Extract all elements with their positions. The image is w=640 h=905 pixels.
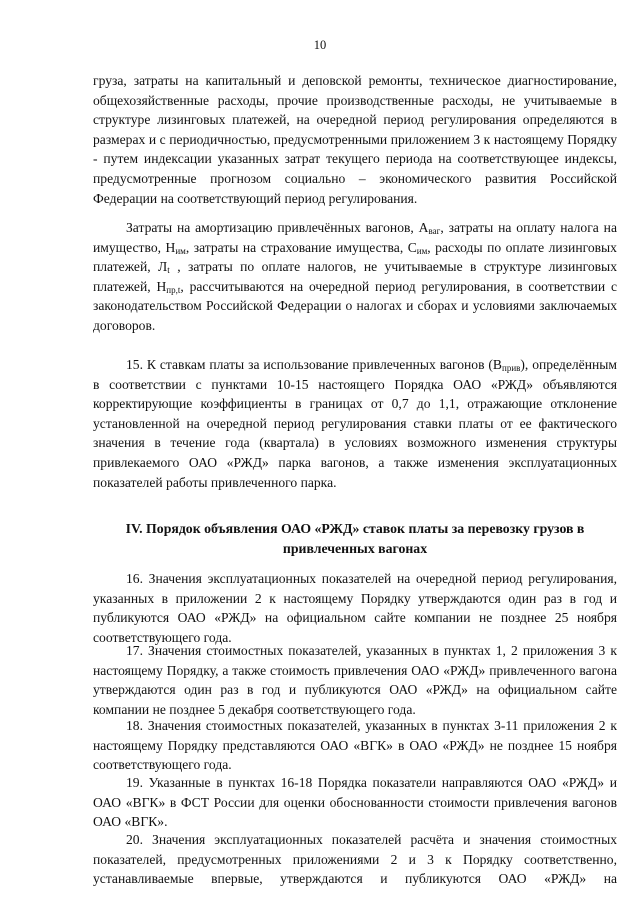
subscript: им bbox=[416, 245, 428, 256]
paragraph-item-19: 19. Указанные в пунктах 16-18 Порядка показатели направляются ОАО «РЖД» и ОАО «ВГК» в ФСТ России для оценки обоснованности стоимости привлечения вагонов ОАО «ВГК». bbox=[93, 775, 617, 830]
text-fragment: , рассчитываются на очередной период регулирования, в соответствии с законодательством Российской Федерации о налогах и сборах и условиями заключаемых договоров. bbox=[93, 278, 617, 333]
paragraph-item-16: 16. Значения эксплуатационных показателей на очередной период регулирования, указанных в приложении 2 к настоящему Порядку утверждаются один раз в год и публикуются ОАО «РЖД» на официальном сайте компании не позднее 25 ноября соответствующего года. bbox=[93, 571, 617, 645]
subscript: им bbox=[175, 245, 186, 256]
text-fragment: 15. К ставкам платы за использование привлеченных вагонов (В bbox=[126, 357, 502, 372]
text-fragment: , расходы по оплате лизинговых платежей, Л bbox=[93, 239, 617, 275]
paragraph-item-20: 20. Значения эксплуатационных показателей расчёта и значения стоимостных показателей, предусмотренных приложениями 2 и 3 к Порядку соответственно, устанавливаемые впервые, утверждаются и публикуются ОАО «РЖД» на bbox=[93, 832, 617, 887]
text-fragment: Затраты на амортизацию привлечённых вагонов, А bbox=[126, 220, 429, 235]
subscript: t bbox=[167, 265, 170, 276]
text-fragment: , затраты на оплату налога на имущество, Н bbox=[93, 220, 617, 255]
text-fragment: ), определённым в соответствии с пунктами 10-15 настоящего Порядка ОАО «РЖД» объявляются корректирующие коэффициенты в границах от 0,7 до 1,1, отражающие отклонение установленной на очередной период регулирования ставки платы от ее фактического значения в течение года (квартала) в условиях возможного изменения структуры привлекаемого ОАО «РЖД» парка вагонов, а также изменения эксплуатационных показателей работы привлеченного парка. bbox=[93, 357, 617, 490]
paragraph-item-17: 17. Значения стоимостных показателей, указанных в пунктах 1, 2 приложения 3 к настоящему Порядку, а также стоимость привлечения ОАО «РЖД» привлеченного вагона утверждаются один раз в год и публикуются ОАО «РЖД» на официальном сайте компании не позднее 5 декабря соответствующего года. bbox=[93, 643, 617, 717]
paragraph-depreciation-costs bbox=[93, 218, 617, 336]
subscript: прив bbox=[502, 363, 521, 373]
paragraph-costs-continuation: груза, затраты на капитальный и деповской ремонты, техническое диагностирование, общехозяйственные расходы, прочие производственные расходы, не учитываемые в структуре лизинговых платежей, на очередной период регулирования определяются в размерах и с периодичностью, предусмотренными приложением 3 к настоящему Порядку - путем индексации указанных затрат текущего периода на соответствующее индексы, предусмотренные прогнозом социально – экономического развития Российской Федерации на соответствующий период регулирования. bbox=[93, 73, 617, 206]
subscript: пр,t bbox=[166, 284, 181, 295]
section-heading: IV. Порядок объявления ОАО «РЖД» ставок платы за перевозку грузов в привлеченных вагонах bbox=[125, 521, 585, 556]
subscript: ваг bbox=[428, 226, 441, 236]
text-fragment: , затраты по оплате налогов, не учитываемые в структуре лизинговых платежей, Н bbox=[93, 259, 617, 294]
page-number: 10 bbox=[313, 38, 327, 52]
paragraph-item-15 bbox=[93, 355, 617, 492]
text-fragment: , затраты на страхование имущества, С bbox=[185, 239, 417, 255]
paragraph-item-18: 18. Значения стоимостных показателей, указанных в пунктах 3-11 приложения 2 к настоящему Порядку представляются ОАО «ВГК» в ОАО «РЖД» не позднее 15 ноября соответствующего года. bbox=[93, 718, 617, 773]
